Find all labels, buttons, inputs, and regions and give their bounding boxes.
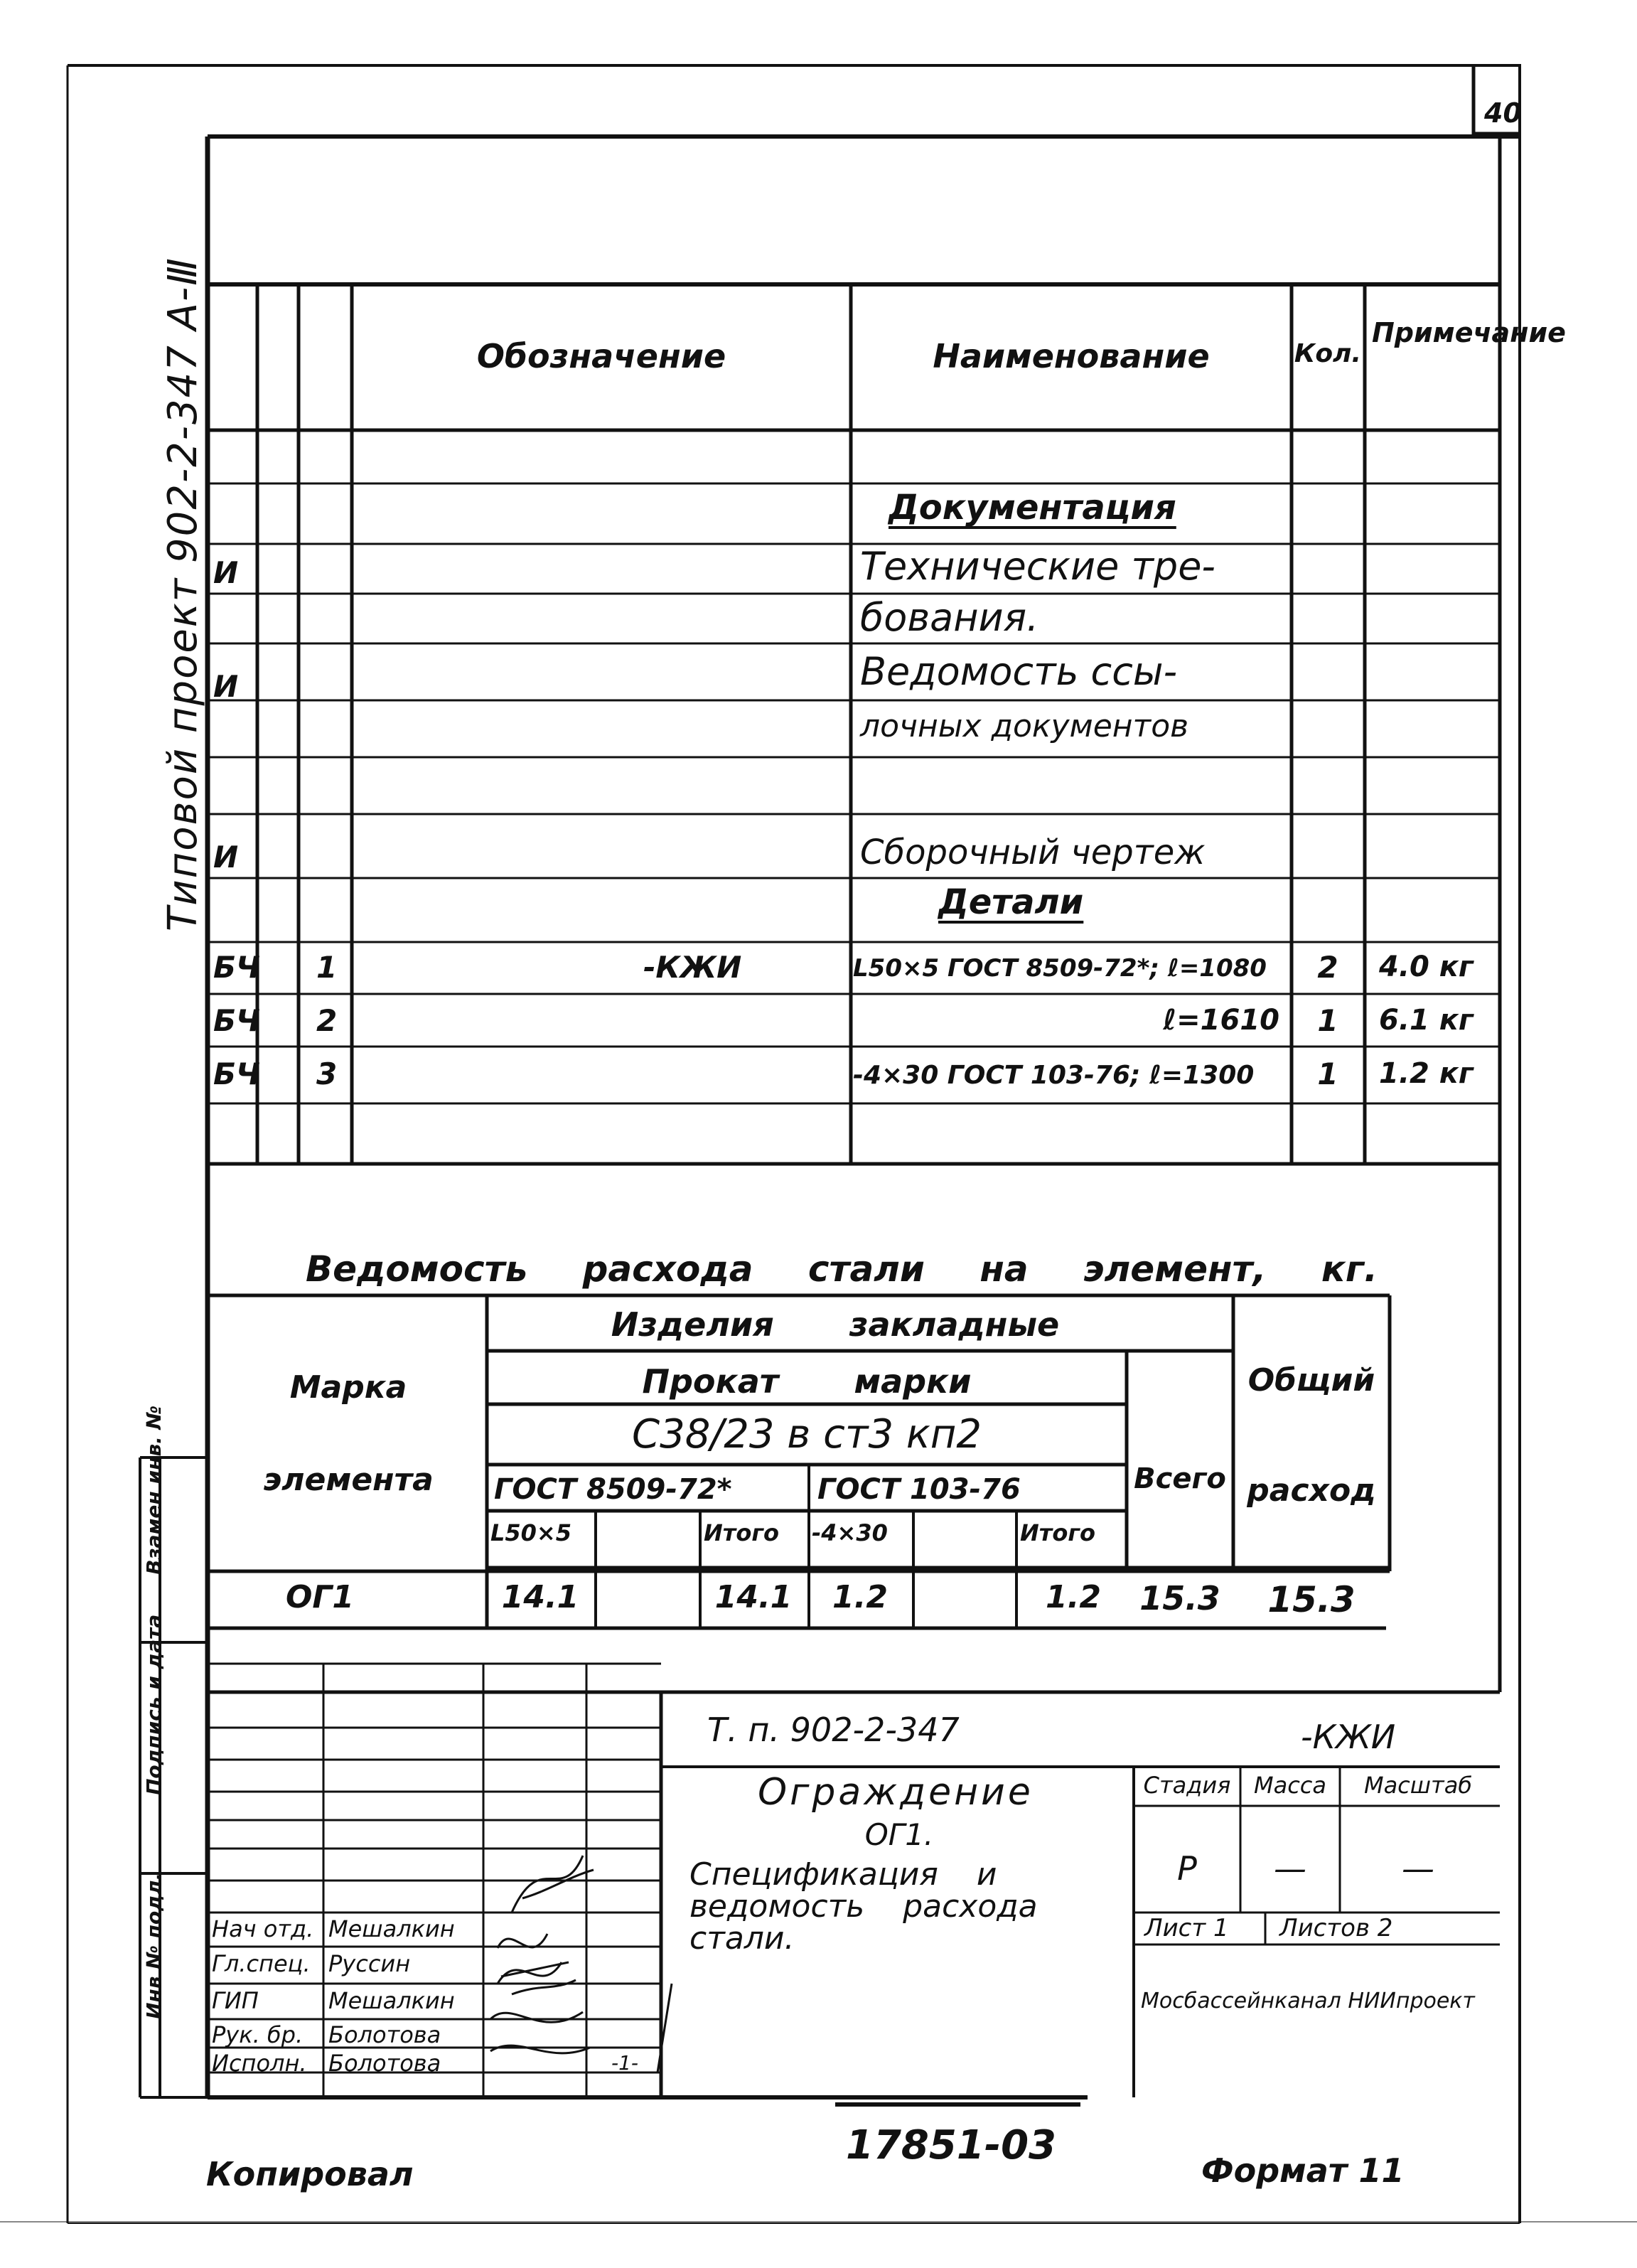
spec-row-name: -4×30 ГОСТ 103-76; ℓ=1300 bbox=[853, 1061, 1255, 1090]
stamp-mass: — bbox=[1274, 1849, 1306, 1888]
stamp-sheet: Лист 1 bbox=[1144, 1914, 1229, 1942]
spec-row-format: И bbox=[213, 555, 239, 590]
steel-row-total: 15.3 bbox=[1267, 1579, 1356, 1620]
steel-row-value: 14.1 bbox=[501, 1579, 579, 1615]
steel-mark-label: элемента bbox=[263, 1462, 434, 1498]
stamp-sheets: Листов 2 bbox=[1279, 1914, 1393, 1942]
spec-row-note: 1.2 кг bbox=[1379, 1057, 1474, 1090]
stamp-title: Ограждение bbox=[758, 1771, 1034, 1814]
sheet-number: 40 bbox=[1484, 97, 1522, 129]
spec-row-format: БЧ bbox=[213, 1003, 260, 1038]
spec-row-note: 6.1 кг bbox=[1379, 1004, 1474, 1037]
stamp-title-2: ОГ1. bbox=[864, 1817, 934, 1852]
spec-row-note: 4.0 кг bbox=[1379, 951, 1474, 983]
stamp-person-name: Мешалкин bbox=[328, 1915, 455, 1942]
spec-row-name: Детали bbox=[938, 882, 1084, 922]
footer-format: Формат 11 bbox=[1201, 2151, 1405, 2190]
spec-header-designation: Обозначение bbox=[476, 337, 726, 375]
stamp-mass-label: Масса bbox=[1253, 1772, 1327, 1799]
spec-row-qty: 2 bbox=[1317, 950, 1338, 985]
steel-sub-header: L50×5 bbox=[490, 1519, 571, 1546]
stamp-exec-mark: -1- bbox=[611, 2051, 639, 2075]
spec-row-pos: 2 bbox=[316, 1003, 338, 1038]
steel-row-mark: ОГ1 bbox=[285, 1579, 355, 1615]
spec-row-name: ℓ=1610 bbox=[1163, 1004, 1279, 1037]
stamp-desc: стали. bbox=[689, 1920, 795, 1957]
side-stamp: Типовой проект 902-2-347 А-Ⅲ bbox=[160, 257, 206, 931]
steel-gost-1: ГОСТ 8509-72* bbox=[494, 1473, 732, 1506]
spec-header-name: Наименование bbox=[933, 337, 1210, 375]
stamp-desc: ведомость расхода bbox=[689, 1888, 1038, 1925]
steel-row-vsego: 15.3 bbox=[1139, 1579, 1220, 1617]
spec-row-name: Сборочный чертеж bbox=[860, 833, 1206, 872]
stamp-person-name: Болотова bbox=[328, 2021, 441, 2048]
steel-sub-header: -4×30 bbox=[812, 1519, 888, 1546]
spec-row-name: Документация bbox=[889, 488, 1176, 528]
stamp-person-role: ГИП bbox=[212, 1987, 259, 2014]
spec-row-designation: -КЖИ bbox=[643, 950, 742, 985]
steel-row-value: 1.2 bbox=[832, 1579, 888, 1615]
spec-header-qty: Кол. bbox=[1294, 339, 1362, 368]
footer-copied: Копировал bbox=[206, 2155, 414, 2193]
stamp-person-name: Руссин bbox=[328, 1950, 411, 1977]
stamp-code-suffix: -КЖИ bbox=[1301, 1718, 1396, 1756]
stamp-person-name: Болотова bbox=[328, 2050, 441, 2077]
side-label-inv-podl: Инв № подл. bbox=[142, 1872, 166, 2019]
spec-row-name: бования. bbox=[860, 595, 1039, 640]
spec-row-pos: 1 bbox=[316, 950, 338, 985]
steel-sub-header: Итого bbox=[704, 1519, 780, 1546]
spec-row-format: И bbox=[213, 669, 239, 704]
stamp-person-name: Мешалкин bbox=[328, 1987, 455, 2014]
stamp-stage: Р bbox=[1177, 1849, 1197, 1888]
stamp-scale-label: Масштаб bbox=[1363, 1772, 1473, 1799]
spec-row-name: лочных документов bbox=[860, 708, 1189, 744]
stamp-stage-label: Стадия bbox=[1143, 1772, 1231, 1799]
spec-row-qty: 1 bbox=[1317, 1003, 1338, 1038]
steel-vsego-header: Всего bbox=[1134, 1462, 1226, 1495]
steel-sub-header: Итого bbox=[1020, 1519, 1096, 1546]
stamp-person-role: Гл.спец. bbox=[212, 1950, 311, 1977]
side-label-vzam-inv: Взамен инв. № bbox=[142, 1405, 166, 1575]
spec-row-format: И bbox=[213, 840, 239, 874]
stamp-organization: Мосбассейнканал НИИпроект bbox=[1141, 1989, 1475, 2013]
steel-grade: С38/23 в ст3 кп2 bbox=[632, 1411, 982, 1457]
steel-group: Изделия закладные bbox=[611, 1305, 1060, 1344]
stamp-person-role: Исполн. bbox=[212, 2050, 307, 2077]
steel-gost-2: ГОСТ 103-76 bbox=[817, 1473, 1021, 1506]
spec-row-pos: 3 bbox=[316, 1057, 338, 1091]
spec-row-name: Технические тре- bbox=[860, 544, 1215, 589]
side-label-podpis-data: Подпись и дата bbox=[142, 1614, 166, 1795]
steel-table-title: Ведомость расхода стали на элемент, кг. bbox=[306, 1248, 1378, 1290]
steel-row-value: 14.1 bbox=[714, 1579, 793, 1615]
stamp-person-role: Рук. бр. bbox=[212, 2021, 304, 2048]
stamp-person-role: Нач отд. bbox=[212, 1915, 314, 1942]
steel-mark-label: Марка bbox=[289, 1369, 407, 1406]
spec-row-format: БЧ bbox=[213, 950, 260, 985]
spec-row-name: Ведомость ссы- bbox=[860, 649, 1178, 694]
steel-row-value: 1.2 bbox=[1046, 1579, 1101, 1615]
spec-header-note: Примечание bbox=[1372, 317, 1566, 348]
spec-row-qty: 1 bbox=[1317, 1057, 1338, 1091]
steel-total-header: Общий bbox=[1247, 1362, 1375, 1398]
spec-row-name: L50×5 ГОСТ 8509-72*; ℓ=1080 bbox=[853, 954, 1267, 983]
stamp-desc: Спецификация и bbox=[689, 1856, 997, 1893]
steel-rolled: Прокат марки bbox=[642, 1362, 972, 1401]
spec-row-format: БЧ bbox=[213, 1057, 260, 1091]
stamp-code: Т. п. 902-2-347 bbox=[707, 1711, 960, 1749]
steel-total-header: расход bbox=[1247, 1472, 1376, 1509]
footer-number: 17851-03 bbox=[846, 2122, 1056, 2168]
stamp-scale: — bbox=[1402, 1849, 1434, 1888]
